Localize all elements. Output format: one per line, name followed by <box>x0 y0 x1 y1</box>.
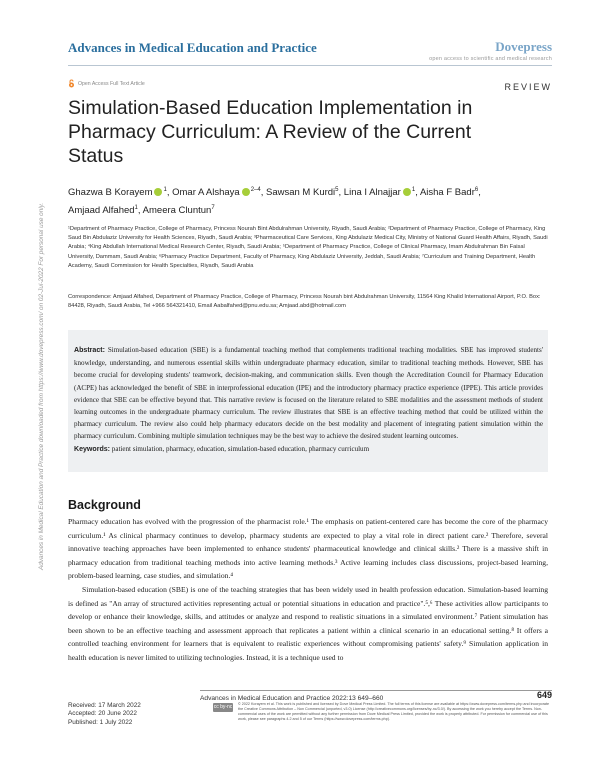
paragraph: Simulation-based education (SBE) is one of the teaching strategies that has been widely used in health profession education. Simulation-based learning is defined as "An array of structured activities representing actual or potential situations in education and practice".⁵,⁶ These activities allow participants to develop or enhance their knowledge, skills, and attitudes or analyze and respond to realistic situations in a simulated environment.⁷ Patient simulation has been shown to be an effective teaching and assessment approach that replicates a patient within a clinical scenario in an educational setting.⁸ It offers a controlled teaching environment for learners that is equivalent to realistic experiences without compromising patients' safety.⁹ Simulation application in health education is never limited to utilizing technologies. Instead, it is a technique used to <box>68 584 548 662</box>
article-dates <box>68 702 141 727</box>
orcid-icon[interactable] <box>242 188 250 196</box>
body-text <box>68 515 548 665</box>
author-affiliation-ref: 5 <box>335 186 339 193</box>
author-affiliation-ref: 6 <box>474 186 479 193</box>
orcid-icon[interactable] <box>403 188 411 196</box>
page-number: 649 <box>536 690 552 700</box>
author-list: Ghazwa B Korayem $^1$, Omar A Alshaya $^{2-4}$, Sawsan M Kurdi$^5$, Lina I Alnajjar $^1$, Aisha F Badr$^6$, Amjaad Alfahed$^1$, Ameera Cluntun$^7$ <box>68 186 481 216</box>
publisher-logo: Dovepress <box>495 39 552 54</box>
author-affiliation-ref: 1 <box>163 186 167 193</box>
cc-license-icon[interactable]: cc by-nc <box>213 704 233 710</box>
author[interactable]: Ameera Cluntun <box>142 205 212 216</box>
author[interactable]: Aisha F Badr <box>419 187 475 198</box>
article-title: Simulation-Based Education Implementation in Pharmacy Curriculum: A Review of the Current Status <box>68 97 473 167</box>
open-access-label: Open Access Full Text Article <box>78 80 145 87</box>
keywords <box>74 443 543 456</box>
author[interactable]: Amjaad Alfahed <box>68 205 135 216</box>
download-watermark-text: Advances in Medical Education and Practice downloaded from https://www.dovepress.com/ on 02-Jul-2022 For personal use only. <box>38 202 45 570</box>
author-affiliation-ref: 2–4 <box>250 186 261 193</box>
abstract-text: Simulation-based education (SBE) is a fundamental teaching method that complements traditional teaching modalities. SBE has improved students' knowledge, understanding, and numerous essential skills within undergraduate pharmacy education, similar to traditional teaching methods. However, SBE has become crucial for developing students' teamwork, decision-making, and communication skills. Even though the Accreditation Council for Pharmacy Education (ACPE) has acknowledged the benefit of SBE in interprofessional education (IPE) and the introductory pharmacy practice experience (IPPE). This article provides evidence that SBE can be effective beyond that. This narrative review is focused on the literature related to SBE modalities and the assessment methods of student learning outcomes in the undergraduate pharmacy curriculum. The review illustrates that SBE is an effective teaching method that could be utilized within the pharmacy curriculum. The review also could help pharmacy educators decide on the best modality and placement of integrating patient simulation within the pharmacy curriculum. Combining multiple simulation techniques may be the best way to achieve the desired student learning outcomes. <box>74 346 543 441</box>
author[interactable]: Omar A Alshaya <box>172 187 240 198</box>
abstract-label: Abstract: <box>74 347 105 354</box>
footer-divider <box>200 690 552 691</box>
publisher-tagline: open access to scientific and medical research <box>429 56 552 62</box>
accepted-date: Accepted: 20 June 2022 <box>68 710 137 718</box>
journal-title: Advances in Medical Education and Practice <box>68 40 317 55</box>
license-text: © 2022 Korayem et al. This work is published and licensed by Dove Medical Press Limited. The full terms of this license are available at https://www.dovepress.com/terms.php and incorporate the Creative Commons Attribution – Non Commercial (unported, v3.0) License (http://creativecommons.org/licenses/by-nc/3.0/). By accessing the work you hereby accept the Terms. Non-commercial uses of the work are permitted without any further permission from Dove Medical Press Limited, provided the work is properly attributed. For permission for commercial use of this work, please see paragraphs 4.2 and 5 of our Terms (https://www.dovepress.com/terms.php). <box>238 702 550 721</box>
author[interactable]: Lina I Alnajjar <box>343 187 401 198</box>
paragraph: Pharmacy education has evolved with the progression of the pharmacist role.¹ The emphasis on patient-centered care has become the core of the pharmacy curriculum.¹ As clinical pharmacy continues to develop, pharmacy students are expected to play a vital role in direct patient care.² Therefore, several innovative teaching approaches have been implemented to enhance students' pharmaceutical knowledge and clinical skills.² There is a massive shift in pharmacy education from traditional teaching methods into active learning methods.³ Active learning includes class discussions, project-based learning, problem-based learning, case studies, and simulation.⁴ <box>68 517 548 581</box>
orcid-icon[interactable] <box>154 188 162 196</box>
header-divider <box>68 65 552 66</box>
section-heading: Background <box>68 498 141 512</box>
keywords-text: patient simulation, pharmacy, education, simulation-based education, pharmacy curriculum <box>111 444 370 453</box>
author-affiliation-ref: 7 <box>211 204 215 211</box>
abstract <box>74 344 543 443</box>
author[interactable]: Sawsan M Kurdi <box>266 187 336 198</box>
abstract-box <box>68 330 548 472</box>
open-access-badge <box>68 79 145 88</box>
correspondence: Correspondence: Amjaad Alfahed, Department of Pharmacy Practice, College of Pharmacy, Princess Nourah bint Abdulrahman University, 11564 King Khalid International Airport, P.O. Box: 84428, Riyadh, Saudi Arabia, Tel +966 564321410, Email Aabalfahed@pnu.edu.sa; Amjaad.abd@hotmail.com <box>68 294 541 310</box>
open-access-icon <box>68 79 75 88</box>
author-affiliation-ref: 1 <box>411 186 416 193</box>
keywords-label: Keywords: <box>74 445 111 453</box>
author-affiliation-ref: 1 <box>134 204 138 211</box>
footer-journal-ref: Advances in Medical Education and Practice 2022:13 649–660 <box>200 695 384 702</box>
affiliations: ¹Department of Pharmacy Practice, College of Pharmacy, Princess Nourah Bint Abdulrahman University, Riyadh, Saudi Arabia; ²Department of Pharmacy Practice, College of Pharmacy, King Saud Bin Abdulaziz University for Health Sciences, Riyadh, Saudi Arabia; ³Pharmaceutical Care Services, King Abdulaziz Medical City, Ministry of National Guard Health Affairs, Riyadh, Saudi Arabia; ⁴King Abdullah International Medical Research Center, Riyadh, Saudi Arabia; ⁵Department of Pharmacy Practice, College of Clinical Pharmacy, Imam Abdulrahman Bin Faisal University, Dammam, Saudi Arabia; ⁶Pharmacy Practice Department, Faculty of Pharmacy, King Abdulaziz University, Jeddah, Saudi Arabia; ⁷Curriculum and Training Department, Health Academy, Saudi Commission for Health Specialties, Riyadh, Saudi Arabia <box>68 226 548 269</box>
author[interactable]: Ghazwa B Korayem <box>68 187 153 198</box>
received-date: Received: 17 March 2022 <box>68 702 141 709</box>
download-watermark <box>22 150 52 570</box>
published-date: Published: 1 July 2022 <box>68 718 133 726</box>
article-type: REVIEW <box>504 82 552 92</box>
